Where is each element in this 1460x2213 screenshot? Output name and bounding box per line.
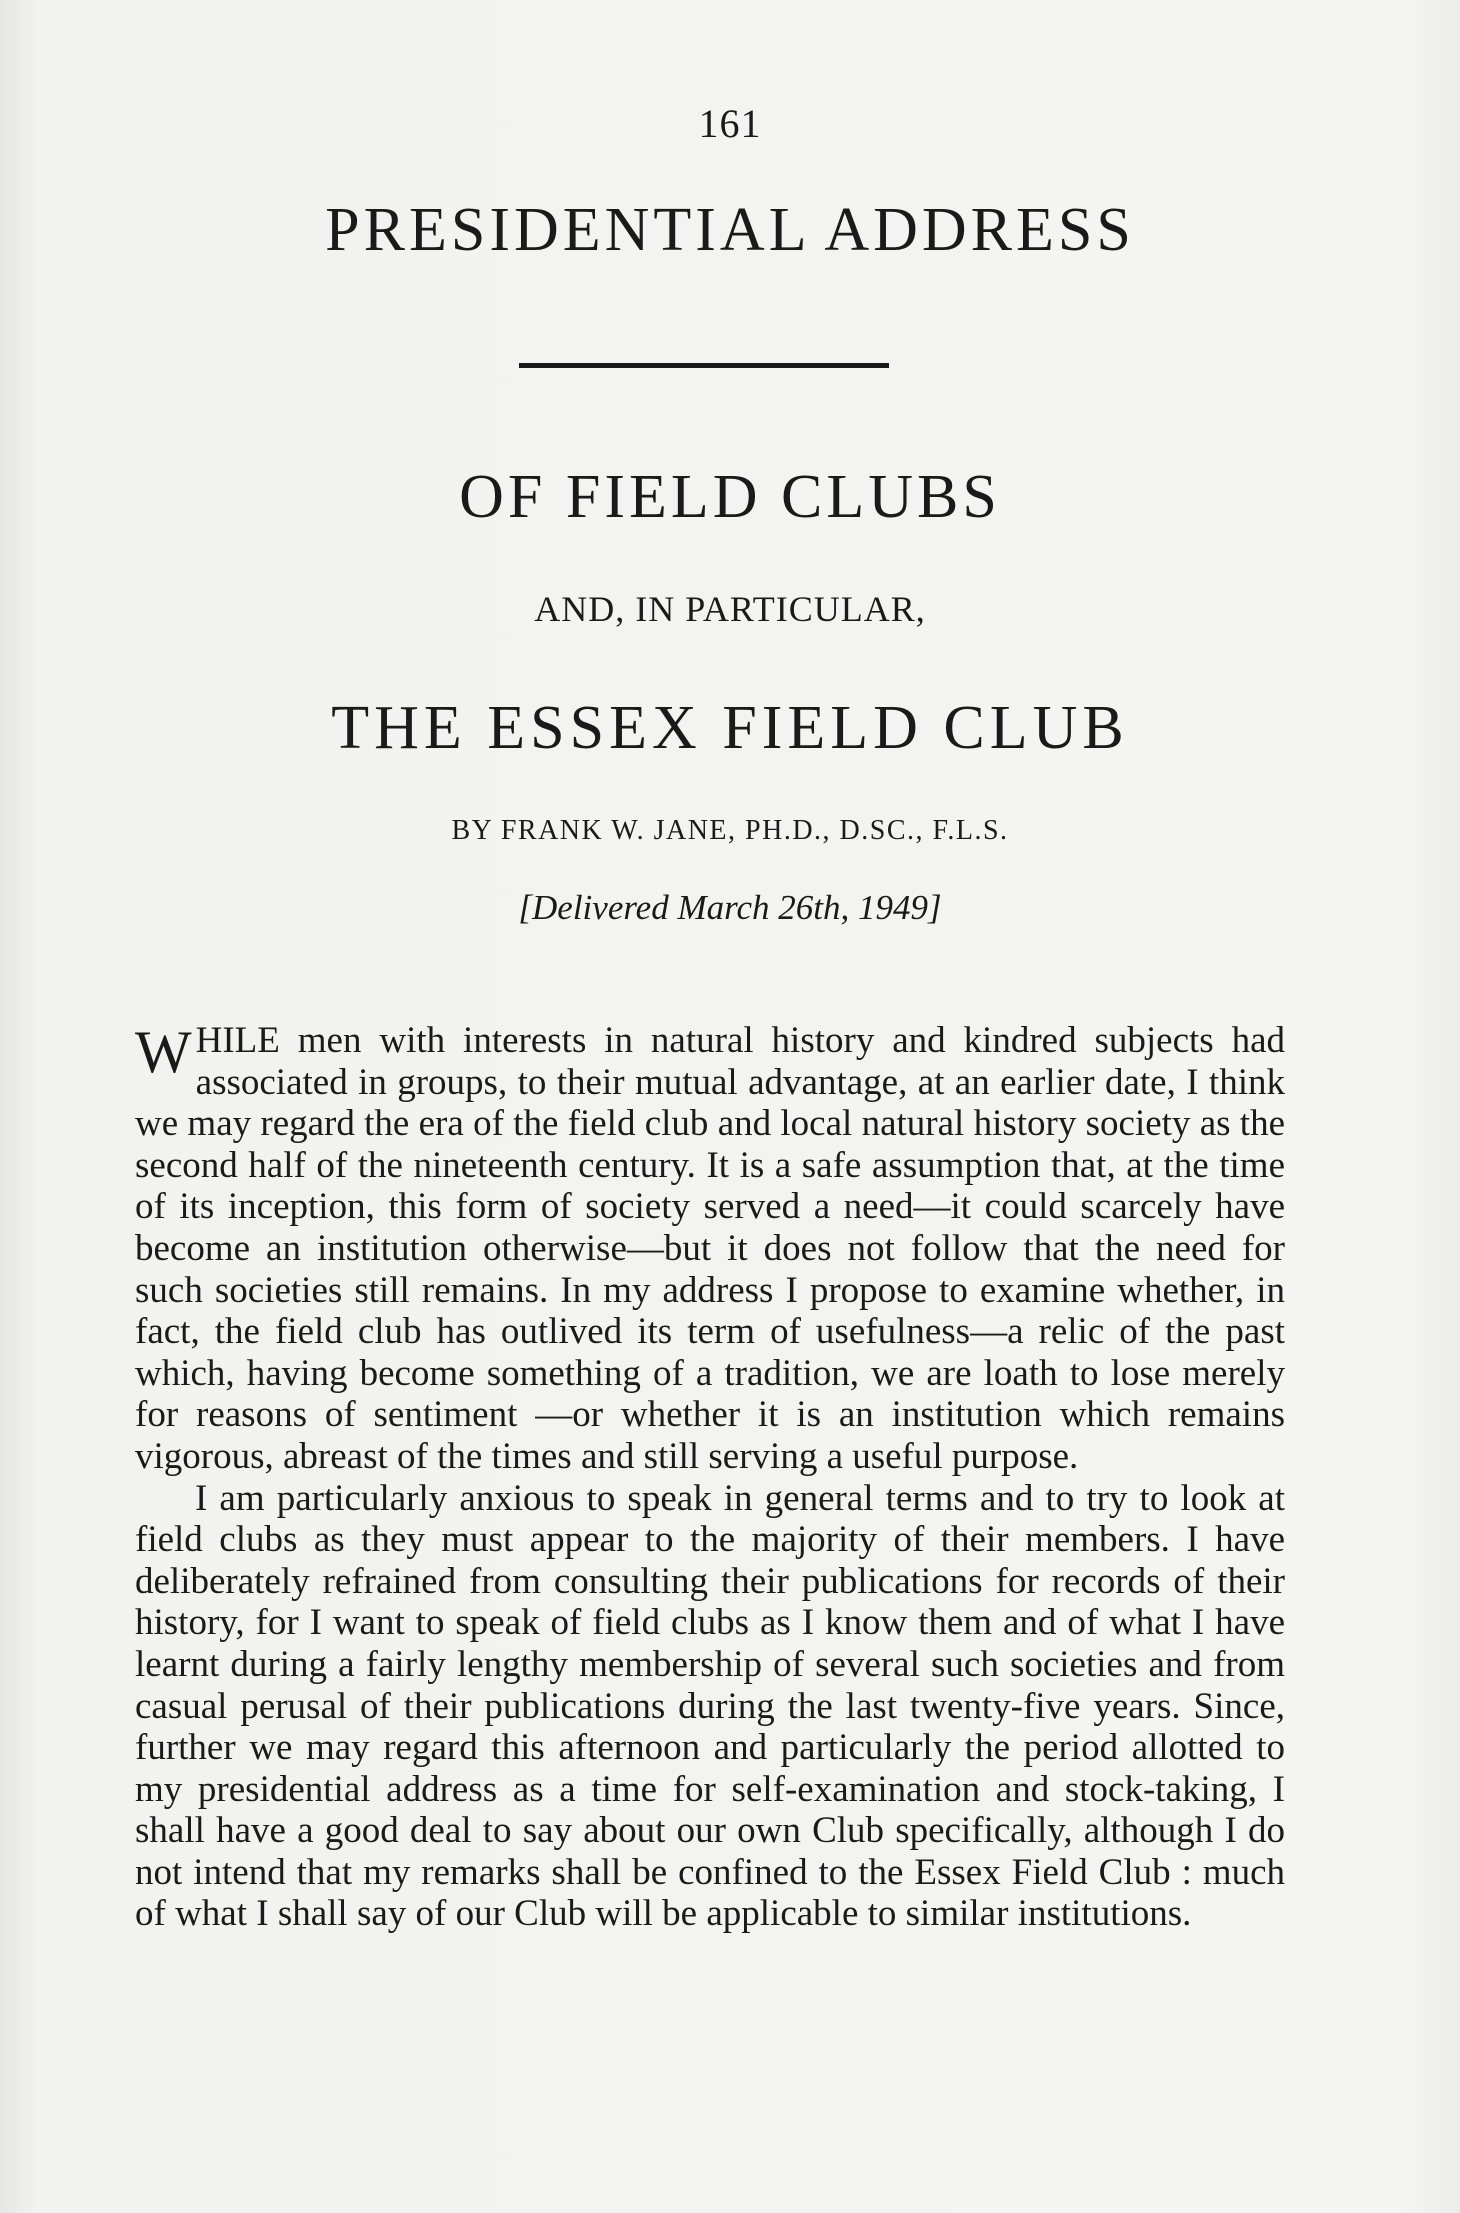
paragraph-1-text: HILE men with interests in natural history and kindred subjects had associated in groups, to their mutual advantage, at an earlier date, I think we may regard the era of the field club and local natural history society as the second half of the nineteenth century. It is a safe assumption that, at the time of its inception, this form of society served a need—it could scarcely have become an institution otherwise—but it does not follow that the need for such societies still remains. In my address I propose to examine whether, in fact, the field club has outlived its term of usefulness—a relic of the past which, having become something of a tradition, we are loath to lose merely for reasons of sentiment —or whether it is an institution which remains vigorous, abreast of the times and still serving a useful purpose. — [135, 1020, 1285, 1477]
paragraph-1 — [135, 1020, 1285, 1478]
delivered-date: [Delivered March 26th, 1949] — [518, 888, 942, 927]
drop-cap: W — [135, 1019, 192, 1085]
title-essex-field-club: THE ESSEX FIELD CLUB — [331, 694, 1129, 762]
title-presidential-address: PRESIDENTIAL ADDRESS — [325, 196, 1135, 264]
paragraph-2: I am particularly anxious to speak in general terms and to try to look at field clubs as they must appear to the majority of their members. I have deliberately refrained from consulting their publications for records of their history, for I want to speak of field clubs as I know them and of what I have learnt during a fairly lengthy membership of several such societies and from casual perusal of their publications during the last twenty-five years. Since, further we may regard this afternoon and particularly the period allotted to my presidential address as a time for self-examination and stock-taking, I shall have a good deal to say about our own Club specifically, although I do not intend that my remarks shall be confined to the Essex Field Club : much of what I shall say of our Club will be applicable to similar institutions. — [135, 1477, 1285, 1935]
title-rule — [519, 363, 889, 368]
article-body — [135, 1020, 1285, 1935]
title-of-field-clubs: OF FIELD CLUBS — [459, 463, 1001, 531]
title-and-in-particular: AND, IN PARTICULAR, — [534, 589, 926, 629]
author-byline: BY FRANK W. JANE, PH.D., D.SC., F.L.S. — [451, 815, 1009, 846]
page-number: 161 — [698, 101, 762, 146]
